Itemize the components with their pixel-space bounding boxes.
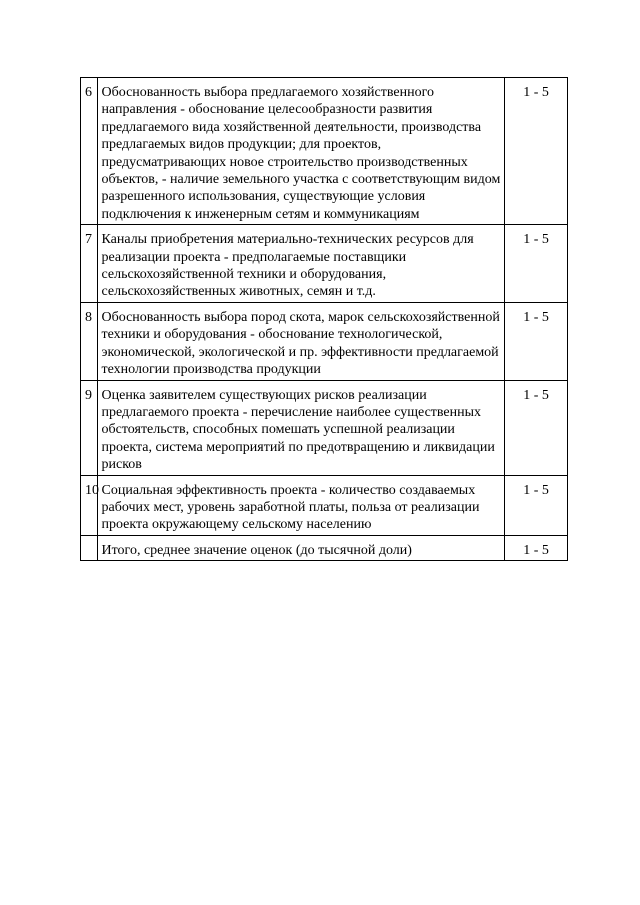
- criterion-text: Обоснованность выбора предлагаемого хозяйственного направления - обоснование целесообразности развития предлагаемого вида хозяйственной деятельности, производства предлагаемых видов продукции; для проектов, предусматривающих новое строительство производственных объектов, - наличие земельного участка с соответствующим видом разрешенного использования, существующие условия подключения к инженерным сетям и коммуникациям: [97, 78, 505, 225]
- score-range: 1 - 5: [505, 78, 568, 225]
- row-number: 8: [81, 302, 98, 380]
- score-range: 1 - 5: [505, 225, 568, 303]
- score-range: 1 - 5: [505, 302, 568, 380]
- criterion-text: Оценка заявителем существующих рисков реализации предлагаемого проекта - перечисление наиболее существенных обстоятельств, способных помешать успешной реализации проекта, система мероприятий по предотвращению и ликвидации рисков: [97, 380, 505, 475]
- total-row: [81, 535, 568, 560]
- total-label: Итого, среднее значение оценок (до тысячной доли): [97, 535, 505, 560]
- row-number: [81, 535, 98, 560]
- row-number: 10: [81, 475, 98, 535]
- score-range: 1 - 5: [505, 535, 568, 560]
- row-number: 6: [81, 78, 98, 225]
- criterion-text: Социальная эффективность проекта - количество создаваемых рабочих мест, уровень заработной платы, польза от реализации проекта окружающему сельскому населению: [97, 475, 505, 535]
- row-number: 9: [81, 380, 98, 475]
- criteria-table: [80, 77, 568, 561]
- table-row: [81, 302, 568, 380]
- table-row: [81, 225, 568, 303]
- score-range: 1 - 5: [505, 475, 568, 535]
- table-row: [81, 78, 568, 225]
- score-range: 1 - 5: [505, 380, 568, 475]
- criterion-text: Каналы приобретения материально-технических ресурсов для реализации проекта - предполагаемые поставщики сельскохозяйственной техники и оборудования, сельскохозяйственных животных, семян и т.д.: [97, 225, 505, 303]
- criterion-text: Обоснованность выбора пород скота, марок сельскохозяйственной техники и оборудования - обоснование технологической, экономической, экологической и пр. эффективности предлагаемой технологии производства продукции: [97, 302, 505, 380]
- table-row: [81, 475, 568, 535]
- row-number: 7: [81, 225, 98, 303]
- table-row: [81, 380, 568, 475]
